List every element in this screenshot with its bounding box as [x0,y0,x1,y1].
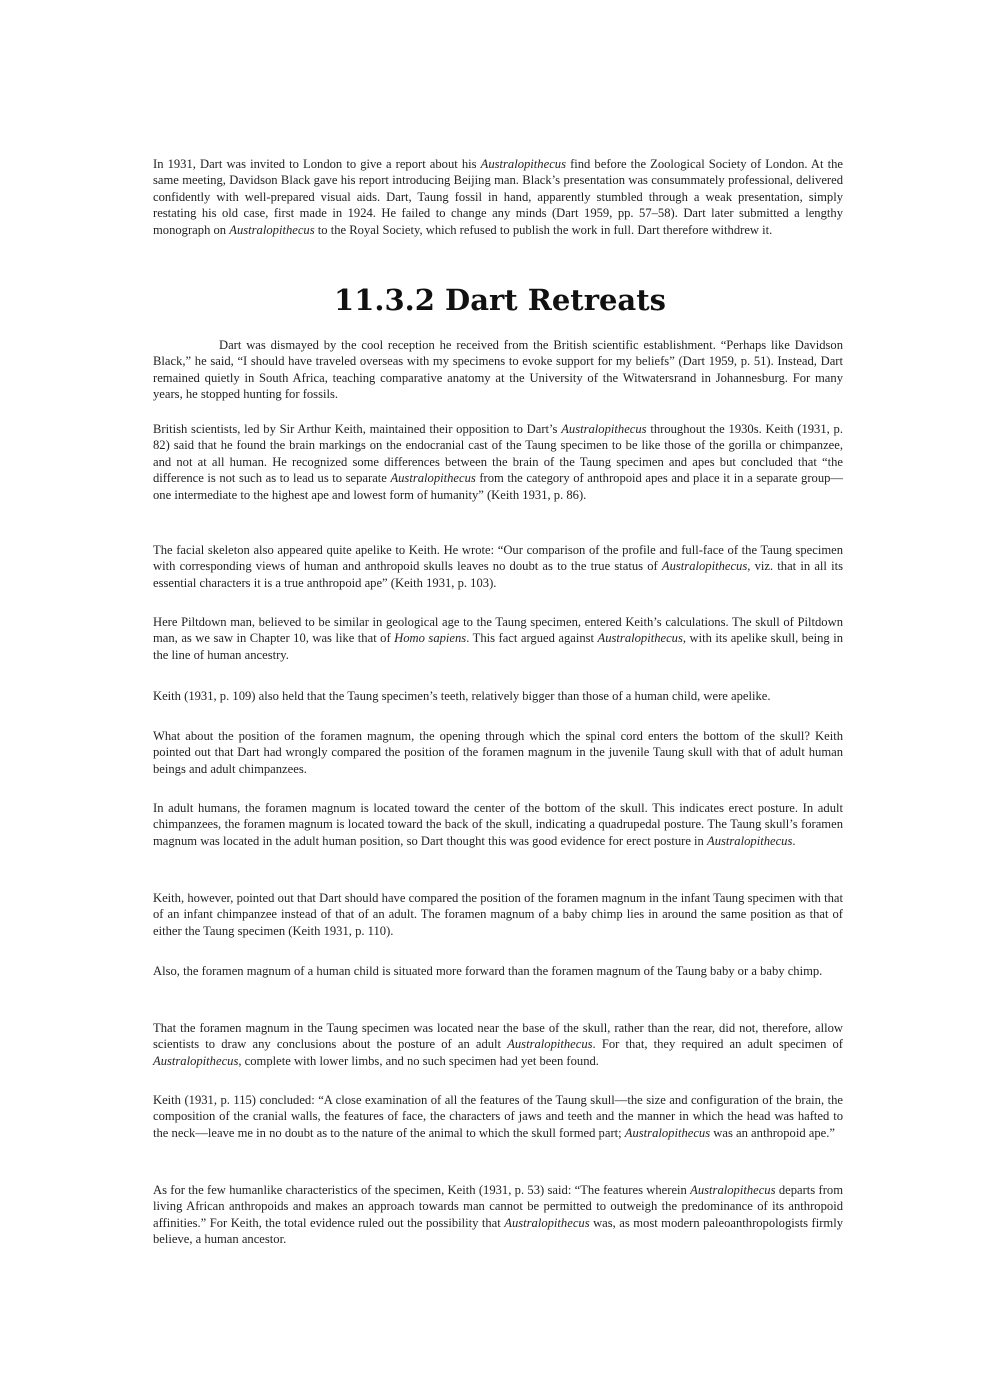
italic-term: Australopithecus [661,559,748,574]
text-run: from the category of anthropoid apes and place it in a separate group—one intermediate to the highest ape and lowest form of humanity” (Keith 1931, p. 86). [153,471,844,502]
text-run: . [792,833,796,848]
paragraph-7 [153,728,843,777]
paragraph-9 [153,890,843,939]
paragraph-10 [153,963,843,979]
text-run: Keith, however, pointed out that Dart should have compared the position of the foramen magnum in the infant Taung specimen with that of an infant chimpanzee instead of that of an adult. The foramen magnum of a baby chimp lies in around the same position as that of either the Taung specimen (Keith 1931, p. 110). [153,891,843,938]
text-run: , viz. that in all its essential characters it is a true anthropoid ape” (Keith 1931, p. 103). [153,559,843,590]
paragraph-1 [153,156,843,238]
text-run: . This fact argued against [466,631,598,646]
paragraph-8 [153,800,843,849]
paragraph-13 [153,1182,843,1248]
italic-term: Australopithecus [480,157,566,171]
italic-term: Australopithecus [561,422,647,436]
section-heading: 11.3.2 Dart Retreats [334,283,666,317]
text-run: , with its apelike skull, being in the line of human ancestry. [153,631,844,662]
paragraph-4 [153,542,843,591]
text-run: As for the few humanlike characteristics of the specimen, Keith (1931, p. 53) said: “The features wherein [153,1183,691,1197]
text-run: to the Royal Society, which refused to publish the work in full. Dart therefore withdrew it. [314,222,773,237]
paragraph-6 [153,688,843,704]
italic-term: Australopithecus [690,1183,776,1197]
text-run: In 1931, Dart was invited to London to give a report about his [153,157,481,171]
text-run: That the foramen magnum in the Taung specimen was located near the base of the skull, rather than the rear, did not, therefore, allow scientists to draw any conclusions about the posture of an adult [153,1021,843,1052]
text-run: Here Piltdown man, believed to be similar in geological age to the Taung specimen, entered Keith’s calculations. The skull of Piltdown man, as we saw in Chapter 10, was like that of [153,615,843,646]
text-run: Dart was dismayed by the cool reception he received from the British scientific establishment. “Perhaps like Davidson Black,” he said, “I should have traveled overseas with my specimens to evoke support for my beliefs” (Dart 1959, p. 51). Instead, Dart remained quietly in South Africa, teaching comparative anatomy at the University of the Witwatersrand in Johannesburg. For many years, he stopped hunting for fossils. [153,338,843,402]
text-run: British scientists, led by Sir Arthur Keith, maintained their opposition to Dart’s [153,422,562,436]
italic-term: Australopithecus [707,833,793,848]
text-run: find before the Zoological Society of London. At the same meeting, Davidson Black gave his report introducing Beijing man. Black’s presentation was consummately professional, delivered confidently with well-prepared visual aids. Dart, Taung fossil in hand, apparently stumbled through a weak presentation, simply restating his old case, first made in 1924. He failed to change any minds (Dart 1959, pp. 57–58). Dart later submitted a lengthy monograph on [153,157,843,237]
italic-term: Homo sapiens [394,631,467,646]
italic-term: Australopithecus [624,1125,711,1140]
text-run: Keith (1931, p. 109) also held that the Taung specimen’s teeth, relatively bigger than those of a human child, were apelike. [153,689,771,703]
paragraph-2 [153,337,843,403]
text-run: throughout the 1930s. Keith (1931, p. 82) said that he found the brain markings on the endocranial cast of the Taung specimen to be like those of the gorilla or chimpanzee, and not at all human. He recognized some differences between the brain of the Taung specimen and apes but concluded that “the difference is not such as to lead us to separate [153,422,843,486]
italic-term: Australopithecus [507,1037,593,1052]
paragraph-12 [153,1092,843,1141]
text-run: was, as most modern paleoanthropologists firmly believe, a human ancestor. [153,1215,843,1247]
paragraph-11 [153,1020,843,1069]
italic-term: Australopithecus [504,1215,590,1230]
paragraph-5 [153,614,843,663]
text-run: In adult humans, the foramen magnum is located toward the center of the bottom of the skull. This indicates erect posture. In adult chimpanzees, the foramen magnum is located toward the back of the skull, indicating a quadrupedal posture. The Taung skull’s foramen magnum was located in the adult human position, so Dart thought this was good evidence for erect posture in [153,801,843,848]
text-run: departs from living African anthropoids and makes an approach towards man cannot be permitted to outweigh the predominance of its anthropoid affinities.” For Keith, the total evidence ruled out the possibility that [153,1183,843,1230]
italic-term: Australopithecus [597,631,683,646]
text-run: What about the position of the foramen magnum, the opening through which the spinal cord enters the bottom of the skull? Keith pointed out that Dart had wrongly compared the position of the foramen magnum in the juvenile Taung skull with that of adult human beings and adult chimpanzees. [153,729,843,776]
text-run: was an anthropoid ape.” [710,1125,835,1140]
paragraph-3 [153,421,843,503]
text-run: Also, the foramen magnum of a human child is situated more forward than the foramen magnum of the Taung baby or a baby chimp. [153,964,823,978]
italic-term: Australopithecus [153,1053,239,1068]
text-run: , complete with lower limbs, and no such specimen had yet been found. [238,1053,599,1068]
text-run: Keith (1931, p. 115) concluded: “A close examination of all the features of the Taung skull—the size and configuration of the brain, the composition of the cranial walls, the features of face, the characters of jaws and teeth and the manner in which the head was hafted to the neck—leave me in no doubt as to the nature of the animal to which the skull formed part; [153,1093,843,1140]
text-run: . For that, they required an adult specimen of [592,1037,843,1052]
text-run: The facial skeleton also appeared quite apelike to Keith. He wrote: “Our comparison of the profile and full-face of the Taung specimen with corresponding views of human and anthropoid skulls leaves no doubt as to the true status of [153,543,843,574]
italic-term: Australopithecus [390,471,476,486]
italic-term: Australopithecus [229,222,315,237]
